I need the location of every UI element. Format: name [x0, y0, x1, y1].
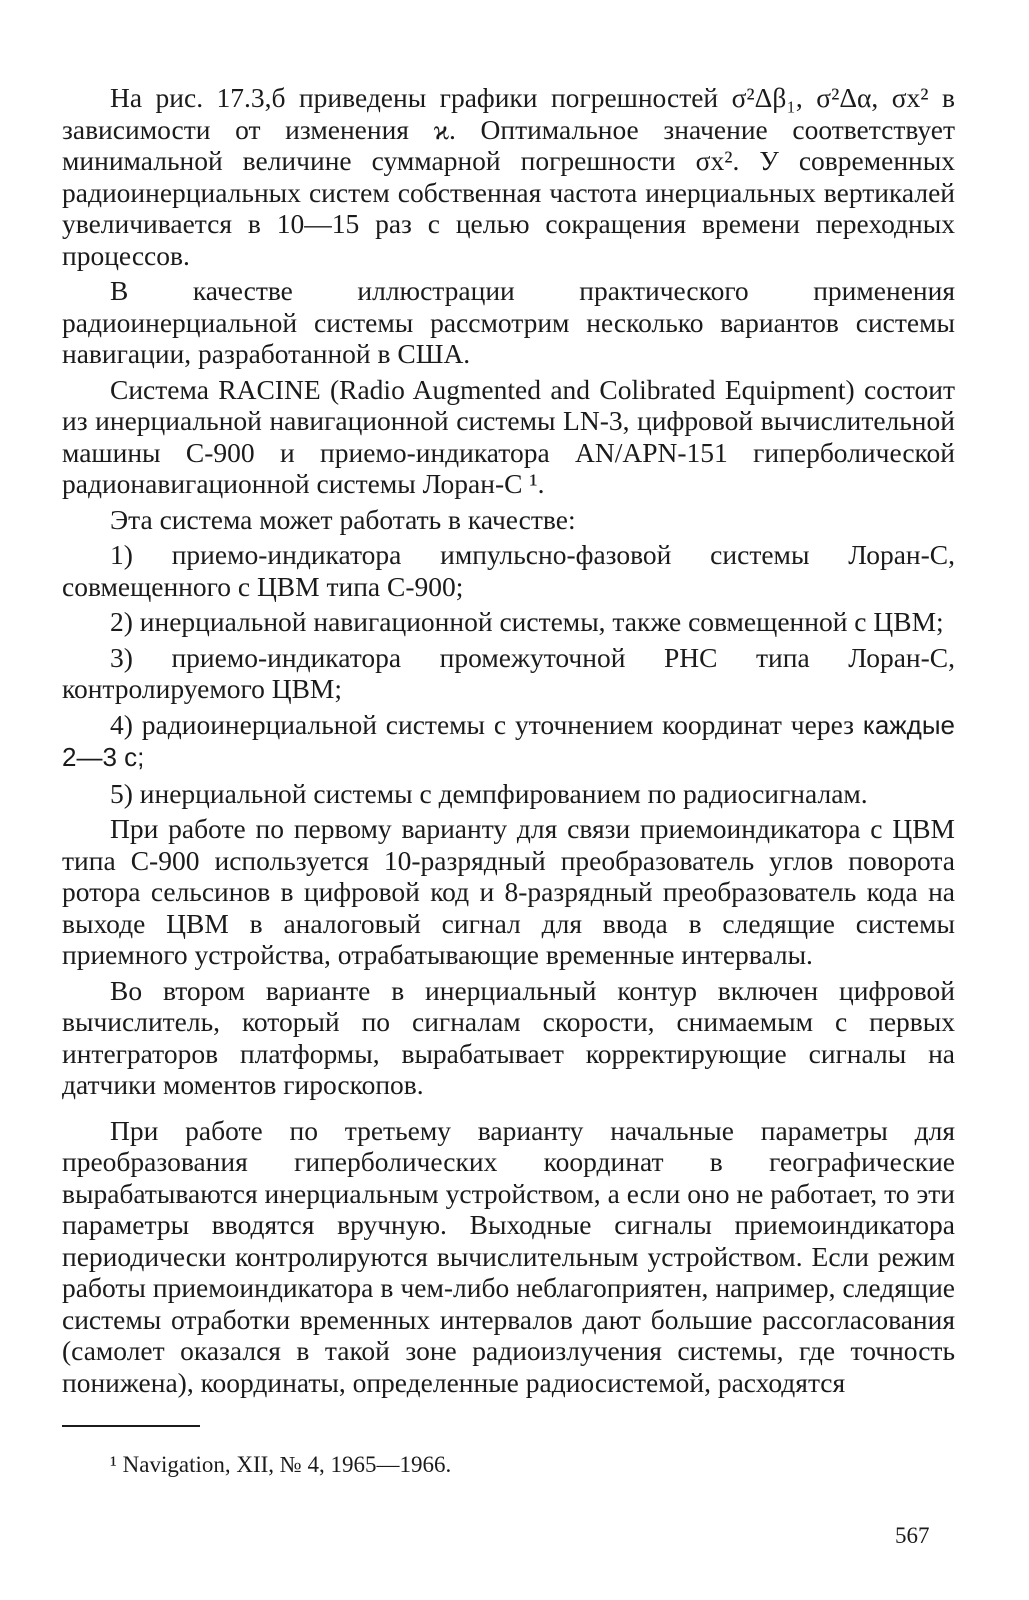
paragraph-third-variant: При работе по третьему варианту начальные параметры для преобразования гиперболических координат в географические вырабатываются инерциальным устройством, а если оно не работает, то эти параметры вводятся вручную. Выходные сигналы приемоиндикатора периодически контролируются вычислительным устройством. Если режим работы приемоиндикатора в чем-либо неблагоприятен, например, следящие системы отработки временных интервалов дают большие рассогласования (самолет оказался в такой зоне радиоизлучения системы, где точность понижена), координаты, определенные радиосистемой, расходятся — [62, 1114, 955, 1398]
paragraph-first-variant: При работе по первому варианту для связи приемоиндикатора с ЦВМ типа С-900 используется 10-разрядный преобразователь углов поворота ротора сельсинов в цифровой код и 8-разрядный преобразователь кода на выходе ЦВМ в аналоговый сигнал для ввода в следящие системы приемного устройства, отрабатывающие временные интервалы. — [62, 813, 955, 970]
footnote-divider — [62, 1425, 200, 1427]
paragraph-illustration: В качестве иллюстрации практического применения радиоинерциальной системы рассмотрим несколько вариантов системы навигации, разработанной в США. — [62, 275, 955, 369]
list-item-mode-5: 5) инерциальной системы с демпфированием по радиосигналам. — [110, 777, 868, 809]
paragraph-errors-graph: На рис. 17.3,б приведены графики погрешностей σ²Δβ₁, σ²Δα, σx² в зависимости от изменения ϰ. Оптимальное значение соответствует минимальной величине суммарной погрешности σx². У современных радиоинерциальных систем собственная частота инерциальных вертикалей увеличивается в 10—15 раз с целью сокращения времени переходных процессов. — [62, 82, 955, 271]
list-item-mode-4-end: каждые 2—3 с; — [62, 709, 955, 772]
page-number: 567 — [895, 1523, 930, 1548]
footnote: ¹ Navigation, XII, № 4, 1965—1966. — [110, 1452, 452, 1477]
page-body — [62, 82, 955, 1402]
paragraph-second-variant: Во втором варианте в инерциальный контур включен цифровой вычислитель, который по сигналам скорости, снимаемым с первых интеграторов платформы, вырабатывает корректирующие сигналы на датчики моментов гироскопов. — [62, 974, 955, 1100]
list-item-mode-4-text: 4) радиоинерциальной системы с уточнением координат через — [110, 708, 863, 740]
paragraph-modes-intro: Эта система может работать в качестве: — [110, 503, 576, 535]
list-item-mode-2: 2) инерциальной навигационной системы, также совмещенной с ЦВМ; — [110, 606, 944, 637]
list-item-mode-3: 3) приемо-индикатора промежуточной РНС типа Лоран-С, контролируемого ЦВМ; — [62, 641, 955, 704]
list-item-mode-4 — [62, 709, 955, 774]
paragraph-racine-system: Система RACINE (Radio Augmented and Colibrated Equipment) состоит из инерциальной навигационной системы LN-3, цифровой вычислительной машины С-900 и приемо-индикатора AN/APN-151 гиперболической радионавигационной системы Лоран-С ¹. — [62, 373, 955, 499]
list-item-mode-1: 1) приемо-индикатора импульсно-фазовой системы Лоран-С, совмещенного с ЦВМ типа С-900; — [62, 539, 955, 602]
